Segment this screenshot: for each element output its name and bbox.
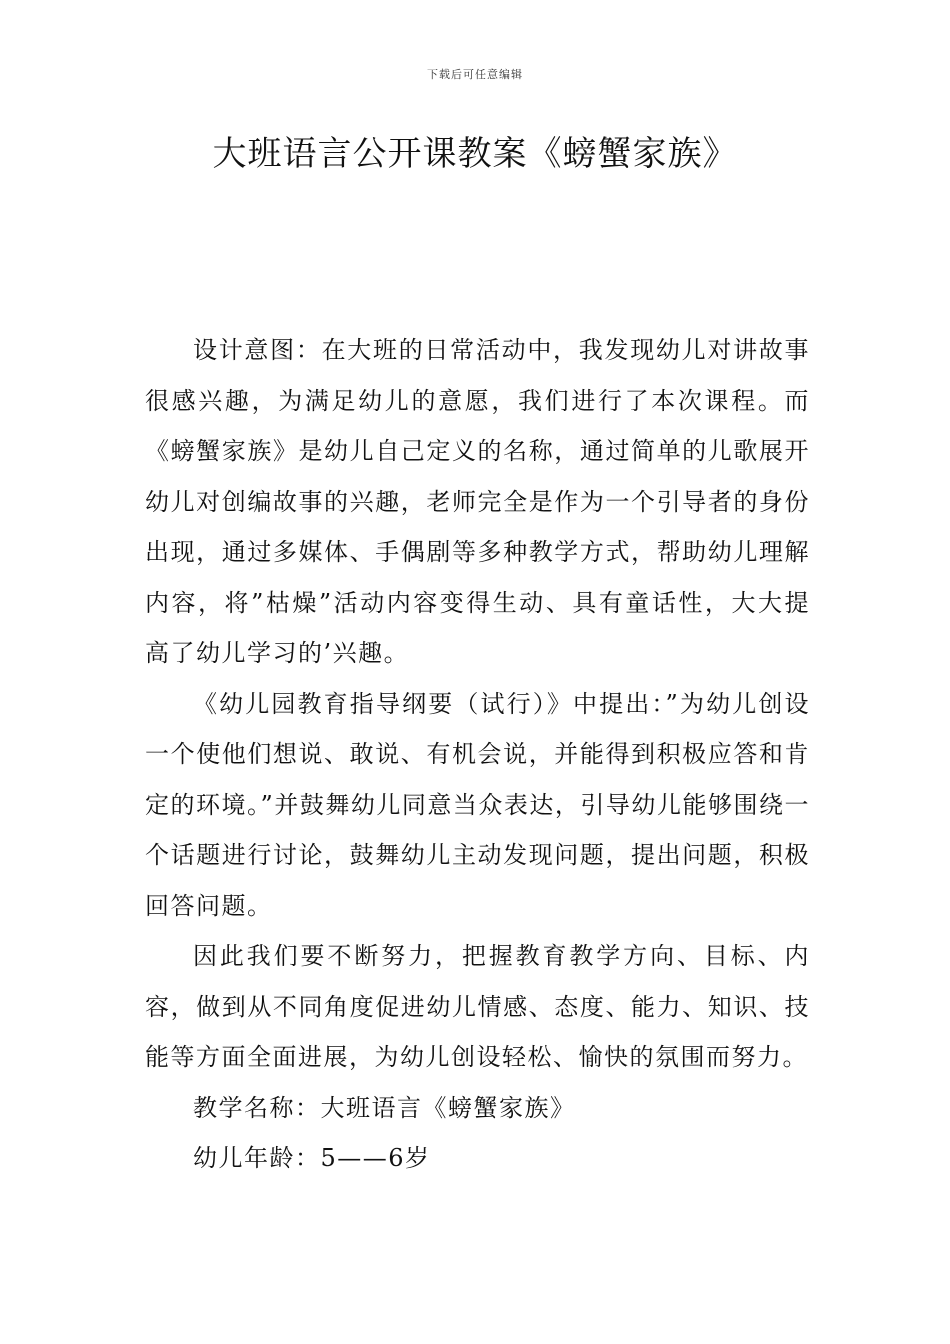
- document-body: [145, 325, 810, 1184]
- download-note: 下载后可任意编辑: [427, 68, 523, 81]
- paragraph-design-intent: 设计意图：在大班的日常活动中，我发现幼儿对讲故事很感兴趣，为满足幼儿的意愿，我们进行了本次课程。而《螃蟹家族》是幼儿自己定义的名称，通过简单的儿歌展开幼儿对创编故事的兴趣，老师完全是作为一个引导者的身份出现，通过多媒体、手偶剧等多种教学方式，帮助幼儿理解内容，将”枯燥”活动内容变得生动、具有童话性，大大提高了幼儿学习的’兴趣。: [145, 336, 810, 667]
- paragraph-child-age: 幼儿年龄：5——6岁: [193, 1144, 431, 1172]
- paragraph-effort: 因此我们要不断努力，把握教育教学方向、目标、内容，做到从不同角度促进幼儿情感、态度、能力、知识、技能等方面全面进展，为幼儿创设轻松、愉快的氛围而努力。: [145, 942, 810, 1071]
- paragraph-lesson-name: 教学名称：大班语言《螃蟹家族》: [193, 1093, 576, 1122]
- document-title: 大班语言公开课教案《螃蟹家族》: [212, 134, 738, 174]
- paragraph-guideline-quote: 《幼儿园教育指导纲要（试行）》中提出：”为幼儿创设一个使他们想说、敢说、有机会说，并能得到积极应答和肯定的环境。”并鼓舞幼儿同意当众表达，引导幼儿能够围绕一个话题进行讨论，鼓舞幼儿主动发现问题，提出问题，积极回答问题。: [145, 689, 810, 920]
